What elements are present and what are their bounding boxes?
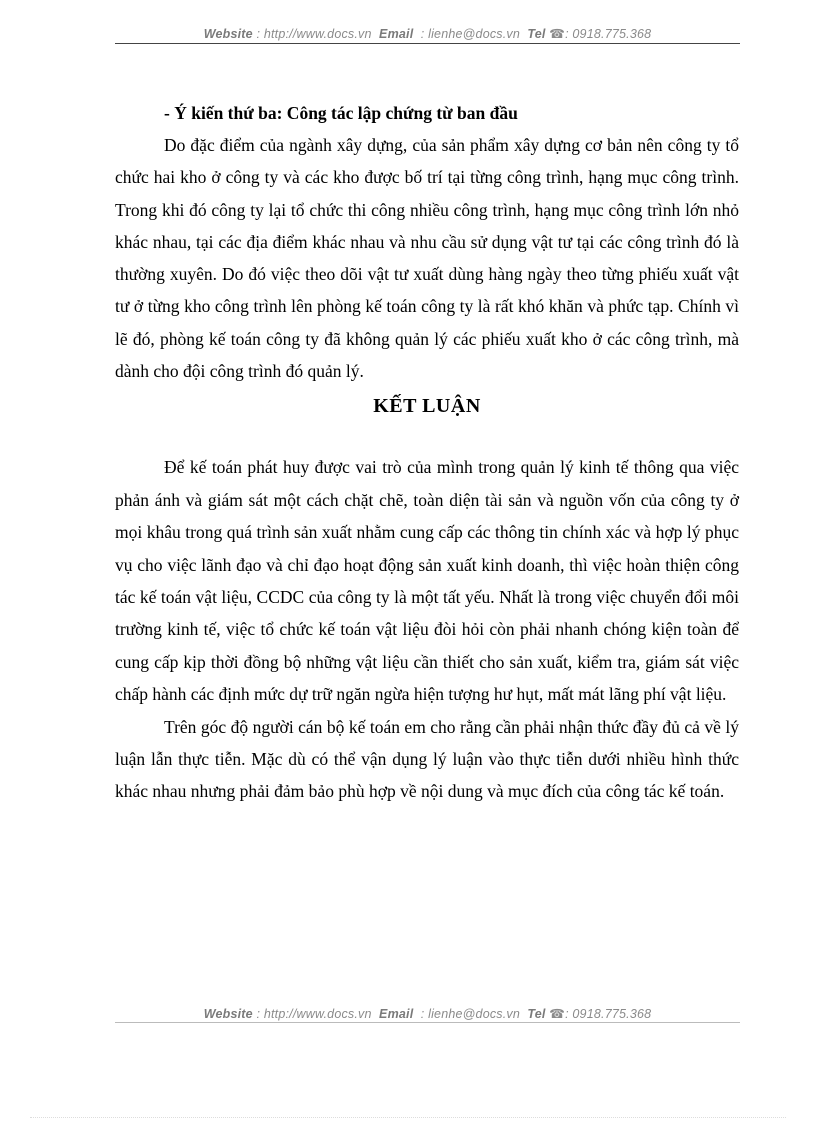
page-edge <box>30 1117 786 1118</box>
phone-icon: ☎ <box>549 27 566 41</box>
footer-email-label: Email <box>379 1007 414 1021</box>
footer-tel-value: : 0918.775.368 <box>565 1007 652 1021</box>
footer-email-value: : lienhe@docs.vn <box>420 1007 521 1021</box>
website-label: Website <box>203 27 253 41</box>
footer-phone-icon: ☎ <box>549 1007 566 1021</box>
header-rule <box>115 43 740 44</box>
document-body <box>115 98 739 808</box>
page-header <box>115 26 740 41</box>
conclusion-title: KẾT LUẬN <box>373 395 481 418</box>
website-value: : http://www.docs.vn <box>256 27 372 41</box>
paragraph-3: Trên góc độ người cán bộ kế toán em cho rằng cần phải nhận thức đầy đủ cả về lý luận lẫn thực tiễn. Mặc dù có thể vận dụng lý luận vào thực tiễn dưới nhiều hình thức khác nhau nhưng phải đảm bảo phù hợp về nội dung và mục đích của công tác kế toán. <box>115 716 739 802</box>
footer-tel-label: Tel <box>527 1007 546 1021</box>
paragraph-2: Để kế toán phát huy được vai trò của mình trong quản lý kinh tế thông qua việc phản ánh và giám sát một cách chặt chẽ, toàn diện tài sản và nguồn vốn của công ty ở mọi khâu trong quá trình sản xuất nhằm cung cấp các thông tin chính xác và hợp lý phục vụ cho việc lãnh đạo và chỉ đạo hoạt động sản xuất kinh doanh, thì việc hoàn thiện công tác kế toán vật liệu, CCDC của công ty là một tất yếu. Nhất là trong việc chuyển đổi môi trường kinh tế, việc tổ chức kế toán vật liệu đòi hỏi còn phải nhanh chóng kiện toàn để cung cấp kịp thời đồng bộ những vật liệu cần thiết cho sản xuất, kiểm tra, giám sát việc chấp hành các định mức dự trữ ngăn ngừa hiện tượng hư hụt, mất mát lãng phí vật liệu. <box>115 457 739 705</box>
tel-value: : 0918.775.368 <box>565 27 652 41</box>
paragraph-1: Do đặc điểm của ngành xây dựng, của sản phẩm xây dựng cơ bản nên công ty tổ chức hai kho ở công ty và các kho được bố trí tại từng công trình, hạng mục công trình. Trong khi đó công ty lại tổ chức thi công nhiều công trình, hạng mục công trình lớn nhỏ khác nhau, tại các địa điểm khác nhau và nhu cầu sử dụng vật tư tại các công trình đó là thường xuyên. Do đó việc theo dõi vật tư xuất dùng hàng ngày theo từng phiếu xuất vật tư ở từng kho công trình lên phòng kế toán công ty là rất khó khăn và phức tạp. Chính vì lẽ đó, phòng kế toán công ty đã không quản lý các phiếu xuất kho ở các công trình, mà dành cho đội công trình đó quản lý. <box>115 135 739 382</box>
subheading: - Ý kiến thứ ba: Công tác lập chứng từ ban đầu <box>164 103 518 123</box>
footer-website-value: : http://www.docs.vn <box>256 1007 372 1021</box>
footer-rule <box>115 1022 740 1023</box>
email-value: : lienhe@docs.vn <box>420 27 521 41</box>
page-footer <box>115 1006 740 1021</box>
tel-label: Tel <box>527 27 546 41</box>
email-label: Email <box>379 27 414 41</box>
footer-website-label: Website <box>203 1007 253 1021</box>
